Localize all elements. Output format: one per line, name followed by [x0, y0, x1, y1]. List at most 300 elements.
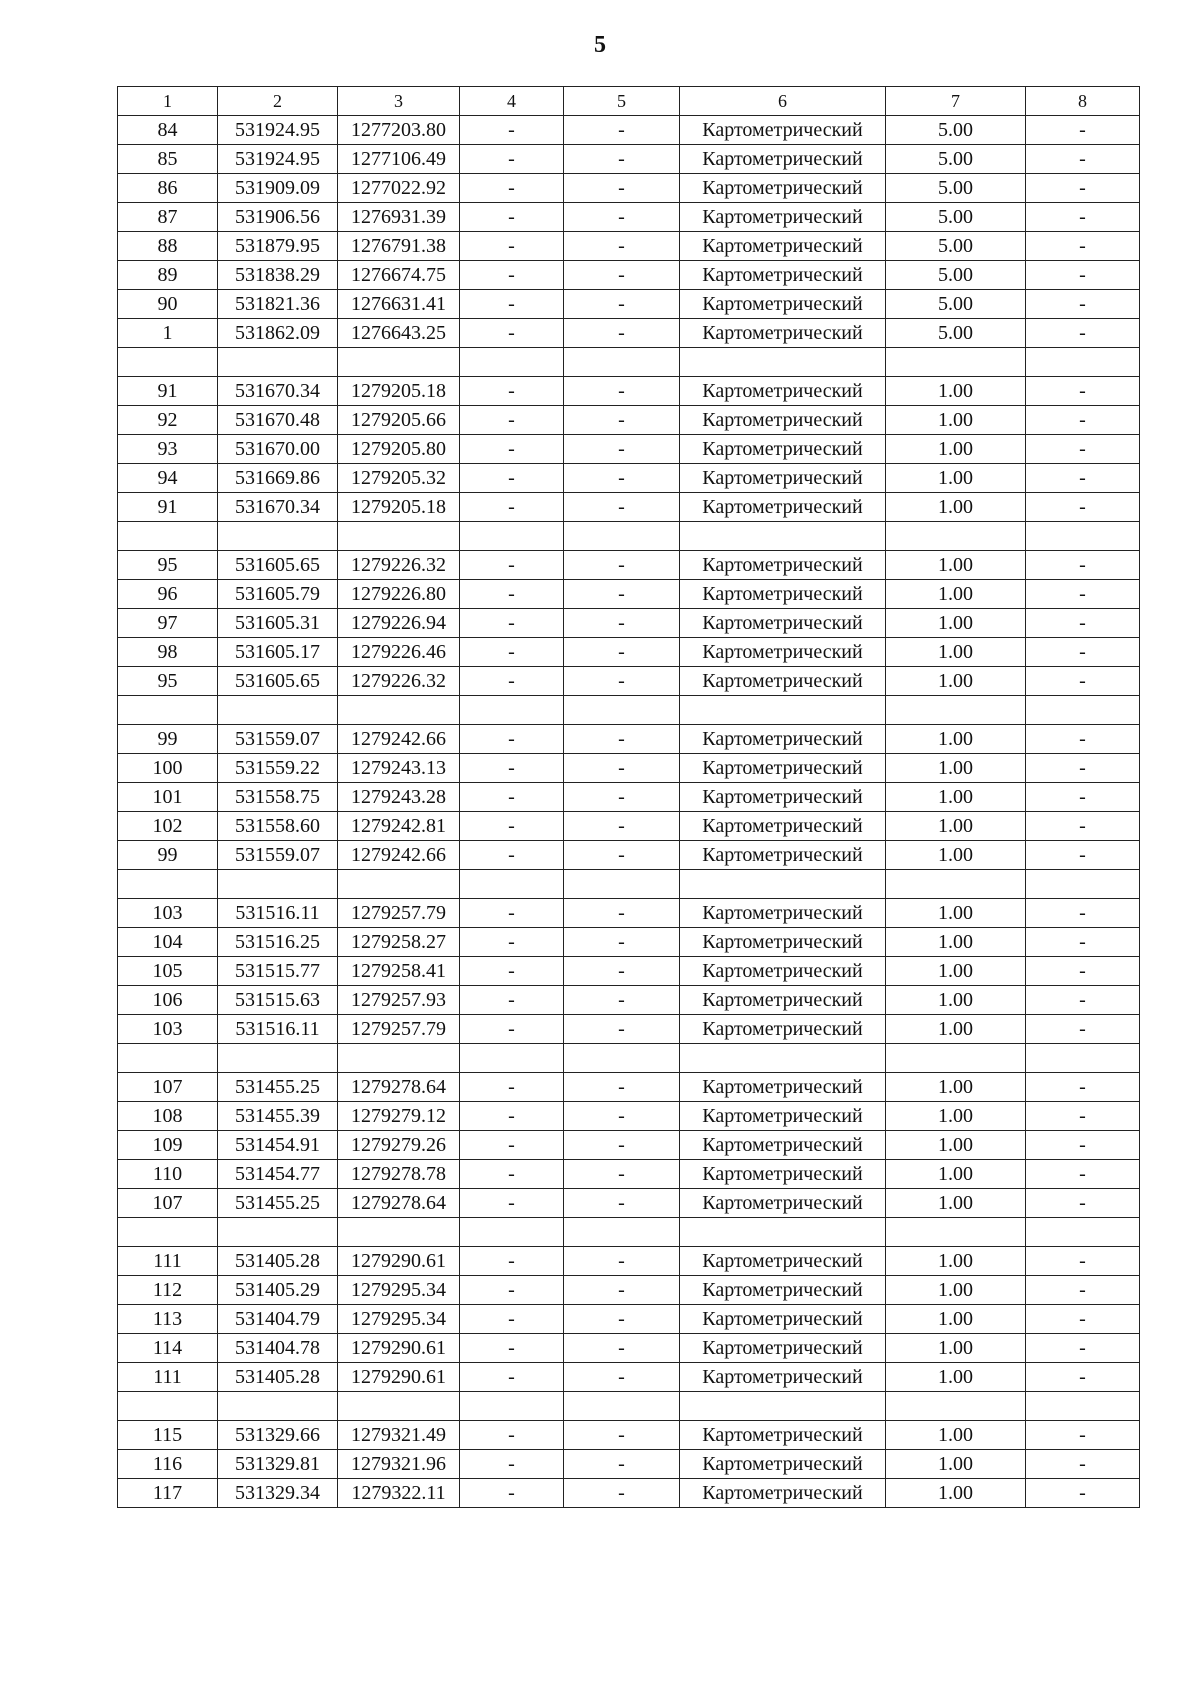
- table-cell: -: [460, 1247, 564, 1276]
- table-cell: 1279278.64: [338, 1189, 460, 1218]
- empty-cell: [1026, 348, 1140, 377]
- empty-cell: [118, 1044, 218, 1073]
- table-cell: -: [564, 1305, 680, 1334]
- table-cell: 93: [118, 435, 218, 464]
- table-cell: 1.00: [886, 435, 1026, 464]
- empty-cell: [886, 696, 1026, 725]
- table-cell: 94: [118, 464, 218, 493]
- table-row: [118, 1363, 1140, 1392]
- table-cell: -: [1026, 899, 1140, 928]
- table-row: [118, 1073, 1140, 1102]
- table-row: [118, 1247, 1140, 1276]
- table-cell: Картометрический: [680, 406, 886, 435]
- table-cell: 1279205.18: [338, 377, 460, 406]
- table-cell: 1279242.66: [338, 841, 460, 870]
- table-cell: 531455.25: [218, 1073, 338, 1102]
- table-cell: -: [1026, 1334, 1140, 1363]
- table-cell: 531405.28: [218, 1247, 338, 1276]
- table-row: [118, 1479, 1140, 1508]
- table-row: [118, 464, 1140, 493]
- column-header: 3: [338, 87, 460, 116]
- empty-cell: [1026, 1218, 1140, 1247]
- table-row: [118, 1160, 1140, 1189]
- table-cell: -: [460, 1334, 564, 1363]
- table-cell: -: [460, 261, 564, 290]
- table-cell: -: [564, 1479, 680, 1508]
- table-row: [118, 1189, 1140, 1218]
- table-cell: -: [460, 754, 564, 783]
- table-cell: Картометрический: [680, 319, 886, 348]
- page-number: 5: [594, 32, 606, 58]
- empty-cell: [564, 348, 680, 377]
- empty-cell: [218, 522, 338, 551]
- table-cell: 5.00: [886, 319, 1026, 348]
- table-cell: 1279295.34: [338, 1276, 460, 1305]
- table-cell: -: [564, 232, 680, 261]
- table-cell: 531329.66: [218, 1421, 338, 1450]
- empty-cell: [564, 870, 680, 899]
- table-cell: Картометрический: [680, 145, 886, 174]
- table-cell: 531906.56: [218, 203, 338, 232]
- table-cell: -: [1026, 667, 1140, 696]
- table-cell: -: [564, 1015, 680, 1044]
- table-cell: 1279279.26: [338, 1131, 460, 1160]
- table-cell: 1277022.92: [338, 174, 460, 203]
- table-cell: Картометрический: [680, 464, 886, 493]
- table-cell: Картометрический: [680, 203, 886, 232]
- table-cell: 1279226.32: [338, 551, 460, 580]
- table-cell: -: [1026, 232, 1140, 261]
- table-cell: 1279321.49: [338, 1421, 460, 1450]
- table-cell: 84: [118, 116, 218, 145]
- empty-cell: [338, 1392, 460, 1421]
- table-cell: -: [564, 1073, 680, 1102]
- table-cell: Картометрический: [680, 1102, 886, 1131]
- table-row: [118, 725, 1140, 754]
- empty-cell: [118, 1392, 218, 1421]
- table-cell: 531329.34: [218, 1479, 338, 1508]
- table-cell: 91: [118, 493, 218, 522]
- table-cell: 1.00: [886, 1131, 1026, 1160]
- table-cell: 1.00: [886, 1247, 1026, 1276]
- empty-cell: [338, 1044, 460, 1073]
- table-cell: 117: [118, 1479, 218, 1508]
- empty-cell: [460, 522, 564, 551]
- table-cell: Картометрический: [680, 725, 886, 754]
- table-cell: -: [1026, 1015, 1140, 1044]
- table-cell: -: [564, 899, 680, 928]
- table-row: [118, 1421, 1140, 1450]
- empty-cell: [886, 1044, 1026, 1073]
- table-cell: -: [460, 232, 564, 261]
- table-row: [118, 1305, 1140, 1334]
- table-cell: -: [460, 667, 564, 696]
- table-cell: Картометрический: [680, 1334, 886, 1363]
- table-cell: Картометрический: [680, 899, 886, 928]
- group-separator-row: [118, 696, 1140, 725]
- table-cell: 85: [118, 145, 218, 174]
- table-row: [118, 841, 1140, 870]
- table-cell: -: [460, 928, 564, 957]
- group-separator-row: [118, 1044, 1140, 1073]
- group-separator-row: [118, 348, 1140, 377]
- table-cell: 1.00: [886, 580, 1026, 609]
- table-row: [118, 232, 1140, 261]
- table-cell: 531516.11: [218, 899, 338, 928]
- table-cell: 531558.60: [218, 812, 338, 841]
- table-cell: 531924.95: [218, 145, 338, 174]
- table-cell: 1.00: [886, 406, 1026, 435]
- empty-cell: [460, 1218, 564, 1247]
- table-cell: 89: [118, 261, 218, 290]
- table-cell: -: [564, 754, 680, 783]
- table-cell: 1279226.80: [338, 580, 460, 609]
- table-cell: 1.00: [886, 1189, 1026, 1218]
- table-cell: -: [1026, 1305, 1140, 1334]
- table-cell: 531516.25: [218, 928, 338, 957]
- table-cell: -: [564, 1102, 680, 1131]
- empty-cell: [1026, 1392, 1140, 1421]
- table-cell: 1.00: [886, 725, 1026, 754]
- empty-cell: [564, 696, 680, 725]
- table-cell: 87: [118, 203, 218, 232]
- empty-cell: [1026, 696, 1140, 725]
- table-cell: 1279278.64: [338, 1073, 460, 1102]
- table-cell: 1279226.46: [338, 638, 460, 667]
- table-cell: 1.00: [886, 1421, 1026, 1450]
- table-row: [118, 667, 1140, 696]
- table-cell: 531862.09: [218, 319, 338, 348]
- table-cell: -: [564, 725, 680, 754]
- table-cell: -: [1026, 580, 1140, 609]
- table-row: [118, 261, 1140, 290]
- table-cell: 5.00: [886, 145, 1026, 174]
- table-cell: -: [1026, 319, 1140, 348]
- table-cell: -: [564, 986, 680, 1015]
- table-row: [118, 986, 1140, 1015]
- table-row: [118, 174, 1140, 203]
- empty-cell: [886, 870, 1026, 899]
- table-cell: -: [564, 812, 680, 841]
- table-cell: 531879.95: [218, 232, 338, 261]
- table-cell: 531670.34: [218, 377, 338, 406]
- table-cell: 1279226.94: [338, 609, 460, 638]
- table-cell: Картометрический: [680, 1276, 886, 1305]
- table-cell: -: [460, 319, 564, 348]
- table-cell: -: [1026, 1247, 1140, 1276]
- table-cell: -: [564, 1189, 680, 1218]
- table-cell: -: [460, 841, 564, 870]
- empty-cell: [680, 1392, 886, 1421]
- table-cell: -: [564, 1247, 680, 1276]
- table-cell: -: [460, 145, 564, 174]
- table-cell: -: [460, 435, 564, 464]
- empty-cell: [886, 348, 1026, 377]
- table-cell: 99: [118, 725, 218, 754]
- table-cell: 1279321.96: [338, 1450, 460, 1479]
- table-cell: 88: [118, 232, 218, 261]
- table-cell: -: [564, 1131, 680, 1160]
- empty-cell: [218, 1392, 338, 1421]
- table-cell: 97: [118, 609, 218, 638]
- table-cell: -: [1026, 957, 1140, 986]
- table-cell: 95: [118, 551, 218, 580]
- empty-cell: [118, 348, 218, 377]
- table-cell: -: [564, 174, 680, 203]
- table-cell: -: [460, 986, 564, 1015]
- table-cell: 5.00: [886, 116, 1026, 145]
- empty-cell: [886, 1392, 1026, 1421]
- table-cell: 1.00: [886, 551, 1026, 580]
- table-row: [118, 812, 1140, 841]
- table-cell: -: [1026, 725, 1140, 754]
- table-cell: 531605.79: [218, 580, 338, 609]
- empty-cell: [118, 696, 218, 725]
- table-cell: 1279295.34: [338, 1305, 460, 1334]
- table-cell: 108: [118, 1102, 218, 1131]
- table-cell: -: [460, 725, 564, 754]
- table-cell: 1279242.81: [338, 812, 460, 841]
- table-cell: 116: [118, 1450, 218, 1479]
- table-cell: 531559.07: [218, 841, 338, 870]
- table-cell: 531404.79: [218, 1305, 338, 1334]
- empty-cell: [218, 696, 338, 725]
- table-cell: -: [1026, 377, 1140, 406]
- empty-cell: [338, 348, 460, 377]
- table-cell: -: [460, 464, 564, 493]
- table-cell: 1.00: [886, 638, 1026, 667]
- table-cell: Картометрический: [680, 290, 886, 319]
- empty-cell: [218, 348, 338, 377]
- table-cell: 90: [118, 290, 218, 319]
- empty-cell: [460, 1044, 564, 1073]
- table-cell: -: [1026, 1450, 1140, 1479]
- table-cell: 531669.86: [218, 464, 338, 493]
- table-cell: -: [564, 1334, 680, 1363]
- table-cell: 115: [118, 1421, 218, 1450]
- table-cell: 5.00: [886, 261, 1026, 290]
- empty-cell: [460, 1392, 564, 1421]
- empty-cell: [338, 1218, 460, 1247]
- table-cell: 1277203.80: [338, 116, 460, 145]
- empty-cell: [218, 870, 338, 899]
- table-cell: -: [1026, 435, 1140, 464]
- table-cell: 1279322.11: [338, 1479, 460, 1508]
- table-row: [118, 551, 1140, 580]
- table-cell: 101: [118, 783, 218, 812]
- table-row: [118, 493, 1140, 522]
- table-cell: Картометрический: [680, 1247, 886, 1276]
- table-cell: -: [460, 1479, 564, 1508]
- empty-cell: [564, 522, 680, 551]
- empty-cell: [680, 870, 886, 899]
- table-cell: Картометрический: [680, 841, 886, 870]
- table-cell: Картометрический: [680, 1363, 886, 1392]
- table-cell: -: [564, 261, 680, 290]
- table-cell: Картометрический: [680, 261, 886, 290]
- table-cell: 531605.65: [218, 667, 338, 696]
- table-cell: 5.00: [886, 203, 1026, 232]
- table-cell: -: [460, 377, 564, 406]
- empty-cell: [218, 1044, 338, 1073]
- table-cell: Картометрический: [680, 1073, 886, 1102]
- table-cell: -: [460, 290, 564, 319]
- table-cell: -: [460, 116, 564, 145]
- table-cell: Картометрический: [680, 174, 886, 203]
- table-cell: 531455.39: [218, 1102, 338, 1131]
- table-cell: 1.00: [886, 1305, 1026, 1334]
- table-cell: -: [564, 1421, 680, 1450]
- table-cell: Картометрический: [680, 1450, 886, 1479]
- table-cell: -: [1026, 1276, 1140, 1305]
- table-cell: Картометрический: [680, 783, 886, 812]
- table-cell: -: [564, 667, 680, 696]
- table-cell: Картометрический: [680, 1305, 886, 1334]
- empty-cell: [338, 696, 460, 725]
- group-separator-row: [118, 522, 1140, 551]
- table-row: [118, 783, 1140, 812]
- table-cell: 1.00: [886, 667, 1026, 696]
- empty-cell: [460, 696, 564, 725]
- empty-cell: [680, 348, 886, 377]
- table-cell: Картометрический: [680, 377, 886, 406]
- table-cell: -: [460, 203, 564, 232]
- table-cell: 531838.29: [218, 261, 338, 290]
- table-row: [118, 1015, 1140, 1044]
- table-row: [118, 1102, 1140, 1131]
- empty-cell: [118, 1218, 218, 1247]
- table-cell: -: [564, 290, 680, 319]
- table-cell: 1279205.80: [338, 435, 460, 464]
- table-cell: -: [1026, 145, 1140, 174]
- table-cell: 1276791.38: [338, 232, 460, 261]
- table-cell: 86: [118, 174, 218, 203]
- table-cell: 1.00: [886, 1102, 1026, 1131]
- table-cell: -: [1026, 1102, 1140, 1131]
- empty-cell: [1026, 522, 1140, 551]
- table-cell: 1276931.39: [338, 203, 460, 232]
- table-cell: Картометрический: [680, 232, 886, 261]
- coordinates-table: [117, 86, 1140, 1508]
- empty-cell: [460, 870, 564, 899]
- table-cell: 114: [118, 1334, 218, 1363]
- table-cell: 1.00: [886, 928, 1026, 957]
- table-cell: 531909.09: [218, 174, 338, 203]
- table-cell: -: [1026, 1479, 1140, 1508]
- table-cell: -: [564, 1450, 680, 1479]
- table-cell: 531821.36: [218, 290, 338, 319]
- table-cell: Картометрический: [680, 1160, 886, 1189]
- table-row: [118, 580, 1140, 609]
- table-cell: 1279258.27: [338, 928, 460, 957]
- table-cell: 104: [118, 928, 218, 957]
- table-cell: -: [460, 1363, 564, 1392]
- table-cell: 1279290.61: [338, 1247, 460, 1276]
- table-cell: -: [564, 319, 680, 348]
- table-cell: -: [1026, 290, 1140, 319]
- table-cell: -: [1026, 174, 1140, 203]
- table-cell: 1.00: [886, 1450, 1026, 1479]
- empty-cell: [564, 1392, 680, 1421]
- empty-cell: [680, 522, 886, 551]
- table-cell: -: [564, 928, 680, 957]
- table-row: [118, 377, 1140, 406]
- table-cell: -: [564, 406, 680, 435]
- empty-cell: [680, 696, 886, 725]
- table-cell: -: [1026, 261, 1140, 290]
- table-body: [118, 87, 1140, 1508]
- table-row: [118, 406, 1140, 435]
- table-cell: 1279278.78: [338, 1160, 460, 1189]
- table-row: [118, 203, 1140, 232]
- empty-cell: [118, 870, 218, 899]
- table-cell: -: [564, 841, 680, 870]
- table-cell: 1279258.41: [338, 957, 460, 986]
- table-cell: Картометрический: [680, 1189, 886, 1218]
- table-cell: Картометрический: [680, 1131, 886, 1160]
- column-header: 1: [118, 87, 218, 116]
- table-cell: -: [564, 116, 680, 145]
- table-cell: 112: [118, 1276, 218, 1305]
- table-cell: Картометрический: [680, 638, 886, 667]
- table-cell: 1279257.79: [338, 1015, 460, 1044]
- table-cell: 1.00: [886, 1334, 1026, 1363]
- table-cell: -: [1026, 1131, 1140, 1160]
- column-header: 4: [460, 87, 564, 116]
- table-cell: -: [460, 174, 564, 203]
- table-cell: -: [460, 1305, 564, 1334]
- table-row: [118, 116, 1140, 145]
- table-cell: Картометрический: [680, 1015, 886, 1044]
- table-row: [118, 928, 1140, 957]
- table-cell: -: [564, 609, 680, 638]
- table-cell: Картометрический: [680, 928, 886, 957]
- table-cell: -: [1026, 551, 1140, 580]
- table-row: [118, 1450, 1140, 1479]
- table-cell: Картометрический: [680, 609, 886, 638]
- table-cell: -: [564, 580, 680, 609]
- table-cell: -: [1026, 1073, 1140, 1102]
- table-cell: 531924.95: [218, 116, 338, 145]
- table-cell: -: [1026, 928, 1140, 957]
- table-cell: -: [1026, 1421, 1140, 1450]
- table-cell: 98: [118, 638, 218, 667]
- table-header-row: [118, 87, 1140, 116]
- table-cell: 531405.29: [218, 1276, 338, 1305]
- table-cell: -: [564, 145, 680, 174]
- table-cell: -: [460, 1073, 564, 1102]
- table-cell: -: [1026, 203, 1140, 232]
- empty-cell: [886, 1218, 1026, 1247]
- table-cell: -: [564, 783, 680, 812]
- table-cell: Картометрический: [680, 435, 886, 464]
- table-cell: 1.00: [886, 812, 1026, 841]
- table-cell: -: [564, 203, 680, 232]
- table-cell: 531516.11: [218, 1015, 338, 1044]
- table-row: [118, 609, 1140, 638]
- empty-cell: [460, 348, 564, 377]
- table-cell: 111: [118, 1363, 218, 1392]
- table-cell: 531404.78: [218, 1334, 338, 1363]
- table-row: [118, 435, 1140, 464]
- table-cell: 1276631.41: [338, 290, 460, 319]
- table-cell: 111: [118, 1247, 218, 1276]
- table-cell: -: [1026, 406, 1140, 435]
- table-cell: -: [460, 580, 564, 609]
- column-header: 2: [218, 87, 338, 116]
- table-cell: 1.00: [886, 493, 1026, 522]
- table-cell: Картометрический: [680, 493, 886, 522]
